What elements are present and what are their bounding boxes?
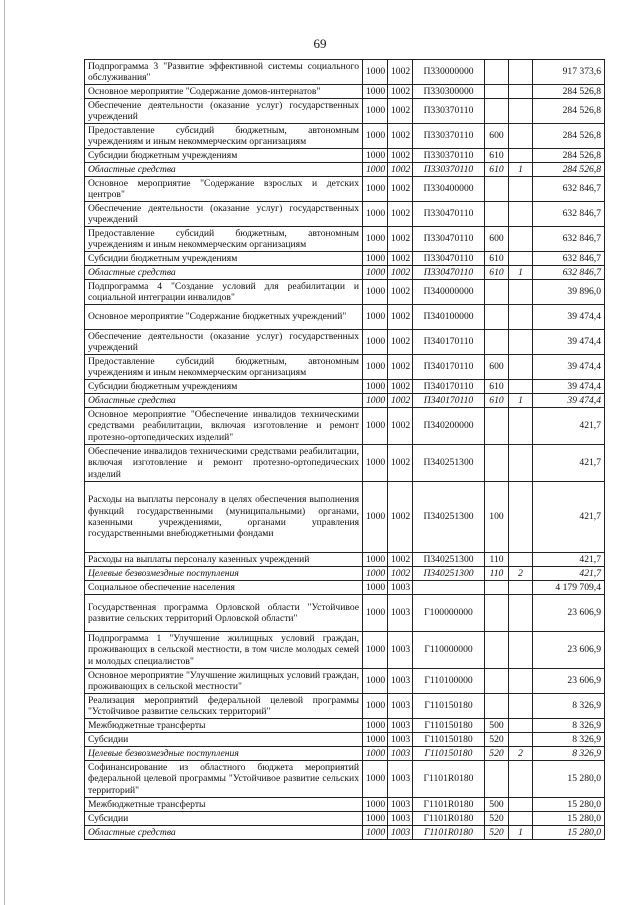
table-row bbox=[85, 227, 605, 252]
row-expense-type-cell: 520 bbox=[485, 733, 509, 747]
row-expense-type-cell bbox=[485, 202, 509, 227]
row-amount-cell: 421,7 bbox=[533, 482, 605, 553]
row-name-cell: Обеспечение деятельности (оказание услуг) государственных учреждений bbox=[85, 99, 363, 124]
row-target-article-cell: П330470110 bbox=[413, 227, 485, 252]
row-name-cell: Субсидии бюджетным учреждениям bbox=[85, 149, 363, 163]
row-expense-type-cell bbox=[485, 305, 509, 330]
row-expense-type-cell: 610 bbox=[485, 380, 509, 394]
row-expense-type-cell: 520 bbox=[485, 812, 509, 826]
row-source-cell bbox=[509, 380, 533, 394]
row-target-article-cell: П340251300 bbox=[413, 482, 485, 553]
row-expense-type-cell bbox=[485, 595, 509, 632]
row-amount-cell: 39 896,0 bbox=[533, 280, 605, 305]
row-section-cell: 1000 bbox=[363, 85, 388, 99]
row-amount-cell: 8 326,9 bbox=[533, 719, 605, 733]
row-target-article-cell bbox=[413, 581, 485, 595]
row-source-cell bbox=[509, 581, 533, 595]
row-expense-type-cell bbox=[485, 280, 509, 305]
row-expense-type-cell bbox=[485, 581, 509, 595]
row-target-article-cell: Г1101R0180 bbox=[413, 761, 485, 798]
row-target-article-cell: Г100000000 bbox=[413, 595, 485, 632]
row-source-cell bbox=[509, 305, 533, 330]
row-target-article-cell: Г110150180 bbox=[413, 694, 485, 719]
row-section-cell: 1000 bbox=[363, 227, 388, 252]
row-expense-type-cell: 500 bbox=[485, 798, 509, 812]
row-name-cell: Обеспечение деятельности (оказание услуг) государственных учреждений bbox=[85, 202, 363, 227]
row-subsection-cell: 1002 bbox=[388, 305, 413, 330]
row-amount-cell: 8 326,9 bbox=[533, 733, 605, 747]
row-name-cell: Межбюджетные трансферты bbox=[85, 719, 363, 733]
table-row bbox=[85, 149, 605, 163]
row-amount-cell: 39 474,4 bbox=[533, 305, 605, 330]
row-source-cell bbox=[509, 227, 533, 252]
table-row bbox=[85, 761, 605, 798]
row-section-cell: 1000 bbox=[363, 149, 388, 163]
row-expense-type-cell: 610 bbox=[485, 266, 509, 280]
row-subsection-cell: 1003 bbox=[388, 595, 413, 632]
row-subsection-cell: 1002 bbox=[388, 252, 413, 266]
row-subsection-cell: 1002 bbox=[388, 394, 413, 408]
row-subsection-cell: 1003 bbox=[388, 747, 413, 761]
table-row bbox=[85, 85, 605, 99]
table-row bbox=[85, 719, 605, 733]
row-section-cell: 1000 bbox=[363, 581, 388, 595]
budget-table-body bbox=[85, 60, 605, 840]
budget-table bbox=[84, 59, 605, 840]
row-subsection-cell: 1003 bbox=[388, 632, 413, 669]
row-name-cell: Предоставление субсидий бюджетным, автономным учреждениям и иным некоммерческим организациям bbox=[85, 355, 363, 380]
row-section-cell: 1000 bbox=[363, 553, 388, 567]
row-target-article-cell: П330000000 bbox=[413, 60, 485, 85]
row-amount-cell: 8 326,9 bbox=[533, 694, 605, 719]
table-row bbox=[85, 747, 605, 761]
row-section-cell: 1000 bbox=[363, 826, 388, 840]
table-row bbox=[85, 812, 605, 826]
row-amount-cell: 8 326,9 bbox=[533, 747, 605, 761]
row-name-cell: Социальное обеспечение населения bbox=[85, 581, 363, 595]
row-amount-cell: 632 846,7 bbox=[533, 266, 605, 280]
row-subsection-cell: 1002 bbox=[388, 124, 413, 149]
row-target-article-cell: П340170110 bbox=[413, 380, 485, 394]
row-amount-cell: 23 606,9 bbox=[533, 669, 605, 694]
row-source-cell bbox=[509, 202, 533, 227]
row-section-cell: 1000 bbox=[363, 280, 388, 305]
row-section-cell: 1000 bbox=[363, 798, 388, 812]
table-row bbox=[85, 826, 605, 840]
row-amount-cell: 284 526,8 bbox=[533, 99, 605, 124]
row-source-cell bbox=[509, 595, 533, 632]
row-target-article-cell: П330400000 bbox=[413, 177, 485, 202]
row-target-article-cell: Г1101R0180 bbox=[413, 812, 485, 826]
row-expense-type-cell bbox=[485, 761, 509, 798]
table-row bbox=[85, 252, 605, 266]
row-subsection-cell: 1002 bbox=[388, 380, 413, 394]
row-subsection-cell: 1002 bbox=[388, 202, 413, 227]
row-target-article-cell: Г110150180 bbox=[413, 733, 485, 747]
row-expense-type-cell: 600 bbox=[485, 227, 509, 252]
row-section-cell: 1000 bbox=[363, 595, 388, 632]
row-target-article-cell: П330470110 bbox=[413, 202, 485, 227]
row-target-article-cell: П330470110 bbox=[413, 266, 485, 280]
row-expense-type-cell bbox=[485, 99, 509, 124]
row-section-cell: 1000 bbox=[363, 202, 388, 227]
row-expense-type-cell: 110 bbox=[485, 567, 509, 581]
row-name-cell: Субсидии бюджетным учреждениям bbox=[85, 252, 363, 266]
row-source-cell bbox=[509, 761, 533, 798]
row-name-cell: Областные средства bbox=[85, 266, 363, 280]
row-subsection-cell: 1002 bbox=[388, 266, 413, 280]
row-amount-cell: 284 526,8 bbox=[533, 149, 605, 163]
row-amount-cell: 421,7 bbox=[533, 567, 605, 581]
row-source-cell bbox=[509, 330, 533, 355]
row-name-cell: Государственная программа Орловской области "Устойчивое развитие сельских территорий Орловской области" bbox=[85, 595, 363, 632]
row-target-article-cell: Г110150180 bbox=[413, 719, 485, 733]
row-section-cell: 1000 bbox=[363, 177, 388, 202]
row-source-cell bbox=[509, 408, 533, 445]
row-name-cell: Подпрограмма 3 "Развитие эффективной системы социального обслуживания" bbox=[85, 60, 363, 85]
row-subsection-cell: 1002 bbox=[388, 149, 413, 163]
row-name-cell: Обеспечение деятельности (оказание услуг) государственных учреждений bbox=[85, 330, 363, 355]
row-subsection-cell: 1002 bbox=[388, 567, 413, 581]
row-amount-cell: 421,7 bbox=[533, 408, 605, 445]
row-subsection-cell: 1003 bbox=[388, 581, 413, 595]
row-expense-type-cell: 520 bbox=[485, 826, 509, 840]
row-source-cell: 2 bbox=[509, 567, 533, 581]
row-name-cell: Основное мероприятие "Обеспечение инвалидов техническими средствами реабилитации, включая изготовление и ремонт протезно-ортопедических изделий" bbox=[85, 408, 363, 445]
page-number: 69 bbox=[313, 36, 327, 51]
row-source-cell bbox=[509, 812, 533, 826]
row-expense-type-cell bbox=[485, 408, 509, 445]
row-section-cell: 1000 bbox=[363, 99, 388, 124]
row-amount-cell: 39 474,4 bbox=[533, 380, 605, 394]
row-expense-type-cell: 600 bbox=[485, 355, 509, 380]
row-expense-type-cell: 100 bbox=[485, 482, 509, 553]
table-row bbox=[85, 280, 605, 305]
row-name-cell: Областные средства bbox=[85, 394, 363, 408]
row-source-cell bbox=[509, 798, 533, 812]
row-amount-cell: 632 846,7 bbox=[533, 227, 605, 252]
row-name-cell: Софинансирование из областного бюджета мероприятий федеральной целевой программы "Устойчивое развитие сельских территорий" bbox=[85, 761, 363, 798]
row-target-article-cell: П340000000 bbox=[413, 280, 485, 305]
row-source-cell bbox=[509, 719, 533, 733]
row-amount-cell: 15 280,0 bbox=[533, 798, 605, 812]
row-subsection-cell: 1002 bbox=[388, 163, 413, 177]
table-row bbox=[85, 355, 605, 380]
table-row bbox=[85, 445, 605, 482]
row-amount-cell: 23 606,9 bbox=[533, 632, 605, 669]
row-name-cell: Субсидии bbox=[85, 812, 363, 826]
row-target-article-cell: П330370110 bbox=[413, 99, 485, 124]
row-source-cell bbox=[509, 85, 533, 99]
row-expense-type-cell bbox=[485, 85, 509, 99]
row-expense-type-cell bbox=[485, 694, 509, 719]
row-section-cell: 1000 bbox=[363, 812, 388, 826]
row-name-cell: Предоставление субсидий бюджетным, автономным учреждениям и иным некоммерческим организациям bbox=[85, 227, 363, 252]
table-row bbox=[85, 595, 605, 632]
table-row bbox=[85, 266, 605, 280]
row-target-article-cell: П340251300 bbox=[413, 445, 485, 482]
table-row bbox=[85, 694, 605, 719]
row-expense-type-cell: 600 bbox=[485, 124, 509, 149]
table-row bbox=[85, 408, 605, 445]
row-section-cell: 1000 bbox=[363, 761, 388, 798]
row-section-cell: 1000 bbox=[363, 305, 388, 330]
row-source-cell: 2 bbox=[509, 747, 533, 761]
row-subsection-cell: 1002 bbox=[388, 99, 413, 124]
row-name-cell: Обеспечение инвалидов техническими средствами реабилитации, включая изготовление и ремонт протезно-ортопедических изделий bbox=[85, 445, 363, 482]
table-row bbox=[85, 99, 605, 124]
table-row bbox=[85, 380, 605, 394]
row-target-article-cell: П330470110 bbox=[413, 252, 485, 266]
table-row bbox=[85, 124, 605, 149]
row-expense-type-cell bbox=[485, 632, 509, 669]
row-target-article-cell: Г110100000 bbox=[413, 669, 485, 694]
row-expense-type-cell: 610 bbox=[485, 394, 509, 408]
row-name-cell: Субсидии bbox=[85, 733, 363, 747]
row-source-cell: 1 bbox=[509, 266, 533, 280]
row-expense-type-cell: 520 bbox=[485, 747, 509, 761]
scan-edge-line bbox=[4, 0, 5, 905]
row-source-cell: 1 bbox=[509, 394, 533, 408]
row-target-article-cell: П340170110 bbox=[413, 355, 485, 380]
table-row bbox=[85, 177, 605, 202]
row-subsection-cell: 1003 bbox=[388, 694, 413, 719]
row-amount-cell: 284 526,8 bbox=[533, 163, 605, 177]
row-amount-cell: 39 474,4 bbox=[533, 330, 605, 355]
row-subsection-cell: 1002 bbox=[388, 482, 413, 553]
row-source-cell bbox=[509, 355, 533, 380]
row-subsection-cell: 1003 bbox=[388, 733, 413, 747]
row-amount-cell: 4 179 709,4 bbox=[533, 581, 605, 595]
row-name-cell: Реализация мероприятий федеральной целевой программы "Устойчивое развитие сельских территорий" bbox=[85, 694, 363, 719]
row-amount-cell: 39 474,4 bbox=[533, 394, 605, 408]
row-section-cell: 1000 bbox=[363, 330, 388, 355]
row-source-cell bbox=[509, 177, 533, 202]
row-source-cell bbox=[509, 482, 533, 553]
row-expense-type-cell: 610 bbox=[485, 163, 509, 177]
row-name-cell: Расходы на выплаты персоналу казенных учреждений bbox=[85, 553, 363, 567]
row-section-cell: 1000 bbox=[363, 394, 388, 408]
row-source-cell bbox=[509, 124, 533, 149]
row-subsection-cell: 1002 bbox=[388, 60, 413, 85]
row-section-cell: 1000 bbox=[363, 252, 388, 266]
row-amount-cell: 15 280,0 bbox=[533, 826, 605, 840]
table-row bbox=[85, 482, 605, 553]
row-name-cell: Основное мероприятие "Улучшение жилищных условий граждан, проживающих в сельской местности" bbox=[85, 669, 363, 694]
row-subsection-cell: 1003 bbox=[388, 761, 413, 798]
row-section-cell: 1000 bbox=[363, 60, 388, 85]
row-amount-cell: 23 606,9 bbox=[533, 595, 605, 632]
row-subsection-cell: 1002 bbox=[388, 408, 413, 445]
row-section-cell: 1000 bbox=[363, 445, 388, 482]
row-amount-cell: 632 846,7 bbox=[533, 252, 605, 266]
row-section-cell: 1000 bbox=[363, 355, 388, 380]
row-name-cell: Целевые безвозмездные поступления bbox=[85, 747, 363, 761]
row-name-cell: Подпрограмма 1 "Улучшение жилищных условий граждан, проживающих в сельской местности, в том числе молодых семей и молодых специалистов" bbox=[85, 632, 363, 669]
row-section-cell: 1000 bbox=[363, 694, 388, 719]
row-name-cell: Основное мероприятие "Содержание бюджетных учреждений" bbox=[85, 305, 363, 330]
row-expense-type-cell bbox=[485, 669, 509, 694]
row-section-cell: 1000 bbox=[363, 733, 388, 747]
row-expense-type-cell: 500 bbox=[485, 719, 509, 733]
row-source-cell bbox=[509, 60, 533, 85]
row-source-cell bbox=[509, 669, 533, 694]
row-subsection-cell: 1003 bbox=[388, 669, 413, 694]
table-row bbox=[85, 798, 605, 812]
row-name-cell: Целевые безвозмездные поступления bbox=[85, 567, 363, 581]
row-expense-type-cell bbox=[485, 60, 509, 85]
row-source-cell bbox=[509, 694, 533, 719]
row-section-cell: 1000 bbox=[363, 380, 388, 394]
table-row bbox=[85, 330, 605, 355]
table-row bbox=[85, 669, 605, 694]
table-row bbox=[85, 305, 605, 330]
table-row bbox=[85, 733, 605, 747]
row-amount-cell: 15 280,0 bbox=[533, 761, 605, 798]
table-row bbox=[85, 60, 605, 85]
row-name-cell: Основное мероприятие "Содержание домов-интернатов" bbox=[85, 85, 363, 99]
row-section-cell: 1000 bbox=[363, 163, 388, 177]
row-section-cell: 1000 bbox=[363, 567, 388, 581]
table-row bbox=[85, 553, 605, 567]
row-expense-type-cell bbox=[485, 177, 509, 202]
row-target-article-cell: П340100000 bbox=[413, 305, 485, 330]
row-amount-cell: 284 526,8 bbox=[533, 85, 605, 99]
row-name-cell: Субсидии бюджетным учреждениям bbox=[85, 380, 363, 394]
row-amount-cell: 39 474,4 bbox=[533, 355, 605, 380]
row-source-cell: 1 bbox=[509, 826, 533, 840]
row-expense-type-cell bbox=[485, 330, 509, 355]
row-expense-type-cell: 610 bbox=[485, 252, 509, 266]
row-section-cell: 1000 bbox=[363, 482, 388, 553]
row-section-cell: 1000 bbox=[363, 632, 388, 669]
row-amount-cell: 421,7 bbox=[533, 445, 605, 482]
row-section-cell: 1000 bbox=[363, 747, 388, 761]
row-subsection-cell: 1002 bbox=[388, 227, 413, 252]
row-source-cell bbox=[509, 553, 533, 567]
row-target-article-cell: П340170110 bbox=[413, 394, 485, 408]
row-subsection-cell: 1002 bbox=[388, 177, 413, 202]
row-name-cell: Межбюджетные трансферты bbox=[85, 798, 363, 812]
row-target-article-cell: П330300000 bbox=[413, 85, 485, 99]
row-source-cell bbox=[509, 632, 533, 669]
row-target-article-cell: Г110150180 bbox=[413, 747, 485, 761]
row-source-cell bbox=[509, 99, 533, 124]
row-expense-type-cell: 110 bbox=[485, 553, 509, 567]
row-expense-type-cell bbox=[485, 445, 509, 482]
row-section-cell: 1000 bbox=[363, 719, 388, 733]
row-target-article-cell: Г1101R0180 bbox=[413, 798, 485, 812]
row-target-article-cell: П340251300 bbox=[413, 553, 485, 567]
row-amount-cell: 917 373,6 bbox=[533, 60, 605, 85]
row-name-cell: Областные средства bbox=[85, 826, 363, 840]
row-subsection-cell: 1003 bbox=[388, 826, 413, 840]
row-target-article-cell: Г1101R0180 bbox=[413, 826, 485, 840]
row-subsection-cell: 1002 bbox=[388, 85, 413, 99]
row-subsection-cell: 1002 bbox=[388, 280, 413, 305]
row-target-article-cell: П340170110 bbox=[413, 330, 485, 355]
row-source-cell bbox=[509, 149, 533, 163]
row-source-cell: 1 bbox=[509, 163, 533, 177]
table-row bbox=[85, 581, 605, 595]
row-target-article-cell: П330370110 bbox=[413, 124, 485, 149]
row-target-article-cell: П340251300 bbox=[413, 567, 485, 581]
row-subsection-cell: 1002 bbox=[388, 445, 413, 482]
table-row bbox=[85, 632, 605, 669]
row-amount-cell: 632 846,7 bbox=[533, 177, 605, 202]
row-target-article-cell: Г110000000 bbox=[413, 632, 485, 669]
row-source-cell bbox=[509, 445, 533, 482]
row-amount-cell: 421,7 bbox=[533, 553, 605, 567]
row-subsection-cell: 1002 bbox=[388, 553, 413, 567]
row-source-cell bbox=[509, 252, 533, 266]
row-subsection-cell: 1003 bbox=[388, 719, 413, 733]
table-row bbox=[85, 567, 605, 581]
row-name-cell: Подпрограмма 4 "Создание условий для реабилитации и социальной интеграции инвалидов" bbox=[85, 280, 363, 305]
row-source-cell bbox=[509, 733, 533, 747]
table-row bbox=[85, 202, 605, 227]
row-subsection-cell: 1003 bbox=[388, 812, 413, 826]
row-subsection-cell: 1002 bbox=[388, 330, 413, 355]
row-name-cell: Предоставление субсидий бюджетным, автономным учреждениям и иным некоммерческим организациям bbox=[85, 124, 363, 149]
row-section-cell: 1000 bbox=[363, 408, 388, 445]
row-amount-cell: 284 526,8 bbox=[533, 124, 605, 149]
row-target-article-cell: П330370110 bbox=[413, 163, 485, 177]
row-name-cell: Областные средства bbox=[85, 163, 363, 177]
row-subsection-cell: 1003 bbox=[388, 798, 413, 812]
row-subsection-cell: 1002 bbox=[388, 355, 413, 380]
row-amount-cell: 632 846,7 bbox=[533, 202, 605, 227]
row-section-cell: 1000 bbox=[363, 124, 388, 149]
row-amount-cell: 15 280,0 bbox=[533, 812, 605, 826]
row-expense-type-cell: 610 bbox=[485, 149, 509, 163]
row-section-cell: 1000 bbox=[363, 669, 388, 694]
table-row bbox=[85, 163, 605, 177]
row-source-cell bbox=[509, 280, 533, 305]
row-name-cell: Основное мероприятие "Содержание взрослых и детских центров" bbox=[85, 177, 363, 202]
row-name-cell: Расходы на выплаты персоналу в целях обеспечения выполнения функций государственными (муниципальными) органами, казенными учреждениями, органами управления государственными внебюджетными фондами bbox=[85, 482, 363, 553]
row-target-article-cell: П330370110 bbox=[413, 149, 485, 163]
row-target-article-cell: П340200000 bbox=[413, 408, 485, 445]
table-row bbox=[85, 394, 605, 408]
row-section-cell: 1000 bbox=[363, 266, 388, 280]
